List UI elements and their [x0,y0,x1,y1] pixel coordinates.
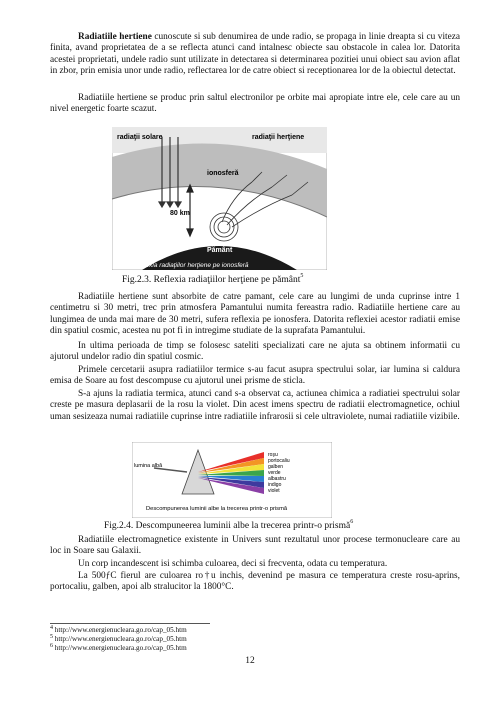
figure-2-3-caption: Fig.2.3. Reflexia radiaţiilor herţiene pe pământ$^5$ [122,273,304,285]
color-label-orange: portocaliu [268,458,290,464]
color-label-red: roşu [268,452,278,458]
paragraph-hertzian-origin: Radiatiile hertiene se produc prin saltul electronilor pe orbite mai apropiate intre ele, cele care au un nivel energetic foarte scazut. [50,93,460,115]
color-label-blue: albastru [268,476,286,482]
color-label-violet: violet [268,488,280,494]
paragraph-thermonuclear: Radiatiile electromagnetice existente in Univers sunt rezultatul unor procese termonucleare care au loc in Soare sau Galaxii. [50,535,460,557]
paragraph-thermal-research: Primele cercetarii asupra radiatiilor termice s-au facut asupra spectrului solar, iar lumina si caldura emisa de Soare au fost descompuse cu ajutorul unei prisme de sticla. [50,365,460,387]
figure-2-4-caption: Fig.2.4. Descompuneerea luminii albe la trecerea printr-o prismă$^6$ [104,519,354,531]
label-solar-radiation: radiaţii solare [117,134,163,141]
footnote: $^4$ http://www.energienucleara.go.ro/cap_05.htm [50,625,187,634]
color-label-yellow: galben [268,464,284,470]
paragraph-hertzian-intro [50,32,460,78]
figure-ionosphere-reflection [112,127,327,270]
figure-prism-dispersion [132,442,332,518]
label-ionosphere: ionosferă [207,170,239,177]
footnote: $^5$ http://www.energienucleara.go.ro/cap_05.htm [50,634,187,643]
paragraph-absorption: Radiatiile hertiene sunt absorbite de catre pamant, cele care au lungimi de unda cuprinse intre 1 centimetru si 30 metri, trec prin atmosfera Pamantului numita fereastra radio. Radiatiile hertiene care au lungimea de unda mai mare de 30 metri, sufera reflexia pe ionosfera. Datorita reflexiei acestor radiatii emise din spatiul cosmic, acestea nu pot fi in intregime studiate de la suprafata Pamantului. [50,292,460,337]
color-label-green: verde [268,470,281,476]
label-80km: 80 km [170,210,190,217]
figure-inner-caption: Descompunerea luminii albe la trecerea printr-o prismă [146,506,288,512]
page-number: 12 [245,656,255,666]
footnote-separator [50,623,210,624]
label-white-light: lumina albă [134,463,163,469]
bold-term: Radiatiile hertiene [78,32,152,42]
label-earth: Pământ [207,247,233,254]
figure-inner-caption: Reflexia radiaţiilor herţiene pe ionosferă [134,262,249,269]
paragraph-visible-spectrum: S-a ajuns la radiatia termica, atunci cand s-a observat ca, actiunea chimica a radiatiei spectrului solar creste pe masura deplasarii de la rosu la violet. Din acest imens spectru de radiatii electromagnetice, ochiul uman sesizeaza numai radiatiile cuprinse intre radiatiile infrarosii si cele ultraviolete, numai radiatiile vizibile. [50,389,460,422]
footnote: $^6$ http://www.energienucleara.go.ro/cap_05.htm [50,643,187,652]
paragraph-text: cunoscute si sub denumirea de unde radio, se propaga in linie dreapta si cu viteza finita, avand proprietatea de a se reflecta atunci cand intalnesc obiecte sau obstacole in calea lor. Datorita acestei proprietati, undele radio sunt utilizate in detectarea si determinarea pozitiei unui obiect sau avion aflat in zbor, prin emisia unor unde radio, reflectarea lor de catre obiect si receptionarea lor de la obiectul detectat. [50,32,460,77]
paragraph-incandescent: Un corp incandescent isi schimba culoarea, deci si frecventa, odata cu temperatura. [78,559,388,569]
color-label-indigo: indigo [268,482,282,488]
paragraph-satellites: In ultima perioada de timp se folosesc sateliti specializati care ne ajuta sa obtinem informatii cu ajutorul undelor radio din spatiul cosmic. [50,341,460,363]
solar-ray-arrows [159,137,181,207]
label-hertzian-radiation: radiaţii herţiene [252,134,305,141]
paragraph-iron-colors: La 500ƒC fierul are culoarea ro†u inchis, devenind pe masura ce temperatura creste rosu-aprins, portocaliu, galben, apoi alb stralucitor la 1800°C. [50,571,460,593]
